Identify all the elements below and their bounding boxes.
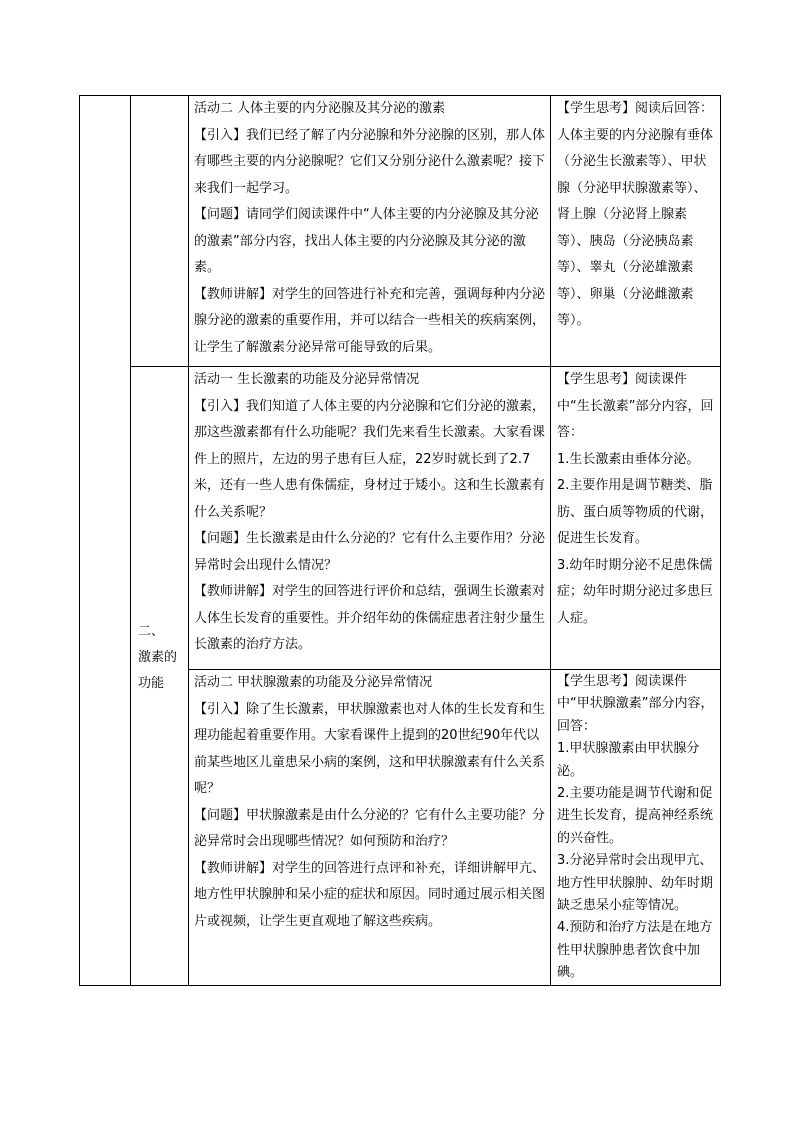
section-title-line2: 功能 (138, 676, 165, 691)
table-row (80, 367, 721, 670)
student-answer-3: 3.幼年时期分泌不足患侏儒症；幼年时期分泌过多患巨人症。 (557, 557, 714, 626)
activity-teacher-explain: 【教师讲解】对学生的回答进行点评和补充，详细讲解甲亢、地方性甲状腺肿和呆小症的症状和原因。同时通过展示相关图片或视频，让学生更直观地了解这些疾病。 (194, 860, 546, 929)
activity-title: 活动二 人体主要的内分泌腺及其分泌的激素 (194, 101, 446, 116)
student-cell (551, 670, 721, 986)
activity-cell (189, 96, 551, 367)
activity-teacher-explain: 【教师讲解】对学生的回答进行补充和完善，强调每种内分泌腺分泌的激素的重要作用，并可以结合一些相关的疾病案例，让学生了解激素分泌异常可能导致的后果。 (194, 286, 546, 355)
student-answer-2: 2.主要作用是调节糖类、脂肪、蛋白质等物质的代谢，促进生长发育。 (557, 478, 714, 546)
activity-cell (189, 670, 551, 986)
activity-cell (189, 367, 551, 670)
student-answer: 【学生思考】阅读后回答：人体主要的内分泌腺有垂体（分泌生长激素等）、甲状腺（分泌甲状腺激素等）、肾上腺（分泌肾上腺素等）、胰岛（分泌胰岛素等）、睾丸（分泌雄激素等）、卵巢（分泌雌激素等）。 (557, 101, 714, 328)
student-prompt: 【学生思考】阅读课件中“甲状腺激素”部分内容，回答： (557, 674, 714, 734)
section-title-line1: 激素的 (138, 650, 178, 665)
student-answer-2: 2.主要功能是调节代谢和促进生长发育，提高神经系统的兴奋性。 (557, 786, 714, 846)
student-answer-3: 3.分泌异常时会出现甲亢、地方性甲状腺肿、幼年时期缺乏患呆小症等情况。 (557, 853, 714, 914)
student-answer-1: 1.甲状腺激素由甲状腺分泌。 (557, 741, 700, 779)
activity-intro: 【引入】我们已经了解了内分泌腺和外分泌腺的区别，那人体有哪些主要的内分泌腺呢？它们又分别分泌什么激素呢？接下来我们一起学习。 (194, 127, 546, 196)
student-prompt: 【学生思考】阅读课件中“生长激素”部分内容，回答： (557, 372, 714, 440)
activity-title: 活动一 生长激素的功能及分泌异常情况 (194, 372, 420, 387)
section-cell-empty (131, 96, 189, 367)
outer-margin-cell (80, 96, 131, 986)
activity-teacher-explain: 【教师讲解】对学生的回答进行评价和总结，强调生长激素对人体生长发育的重要性。并介绍年幼的侏儒症患者注射少量生长激素的治疗方法。 (194, 584, 546, 652)
student-answer-1: 1.生长激素由垂体分泌。 (557, 451, 700, 467)
activity-question: 【问题】甲状腺激素是由什么分泌的？它有什么主要功能？分泌异常时会出现哪些情况？如何预防和治疗？ (194, 807, 546, 849)
activity-question: 【问题】请同学们阅读课件中“人体主要的内分泌腺及其分泌的激素”部分内容，找出人体主要的内分泌腺及其分泌的激素。 (194, 207, 539, 275)
activity-intro: 【引入】除了生长激素，甲状腺激素也对人体的生长发育和生理功能起着重要作用。大家看课件上提到的20世纪90年代以前某些地区儿童患呆小病的案例，这和甲状腺激素有什么关系呢？ (194, 701, 546, 796)
section-number: 二、 (138, 624, 165, 639)
activity-question: 【问题】生长激素是由什么分泌的？它有什么主要作用？分泌异常时会出现什么情况？ (194, 531, 546, 573)
student-cell (551, 367, 721, 670)
lesson-plan-table (79, 95, 721, 986)
table-row (80, 96, 721, 367)
student-cell (551, 96, 721, 367)
section-cell (131, 367, 189, 986)
activity-intro: 【引入】我们知道了人体主要的内分泌腺和它们分泌的激素，那这些激素都有什么功能呢？我们先来看生长激素。大家看课件上的照片，左边的男子患有巨人症，22岁时就长到了2.7米，还有一些人患有侏儒症，身材过于矮小。这和生长激素有什么关系呢？ (194, 398, 546, 520)
student-answer-4: 4.预防和治疗方法是在地方性甲状腺肿患者饮食中加碘。 (557, 920, 713, 981)
activity-title: 活动二 甲状腺激素的功能及分泌异常情况 (194, 675, 433, 690)
